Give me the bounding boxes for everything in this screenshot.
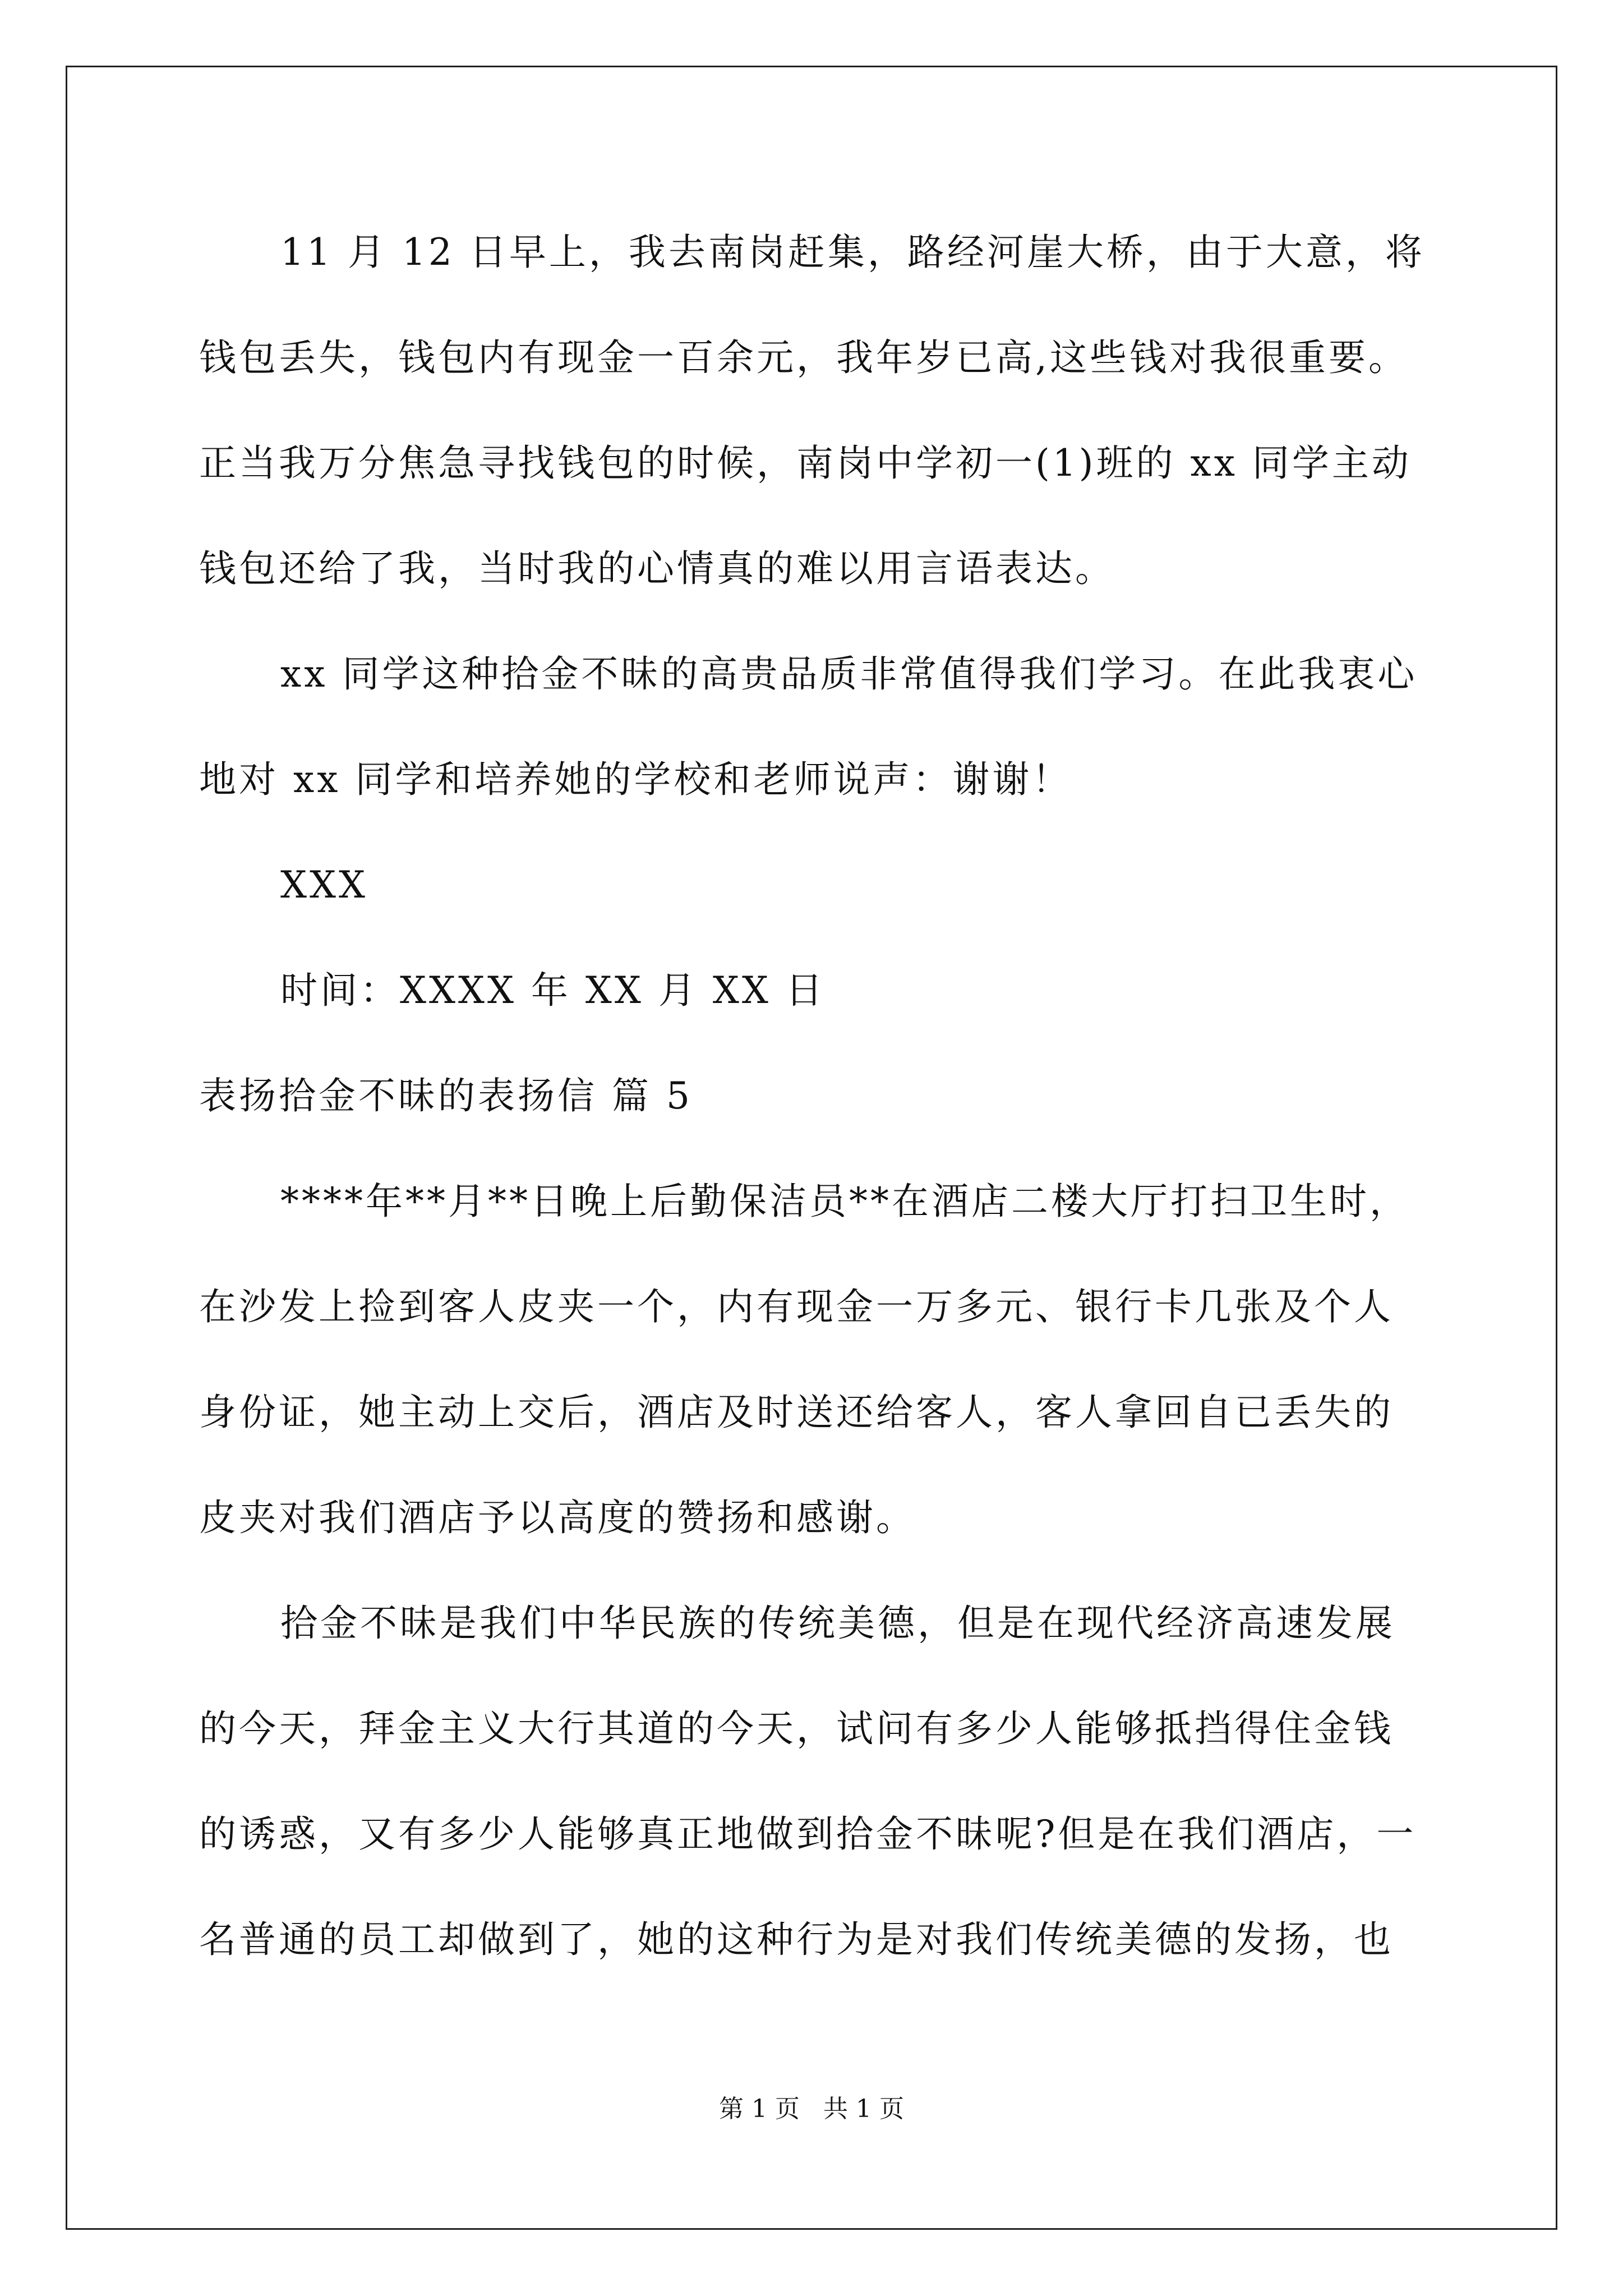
text-line: 钱包还给了我，当时我的心情真的难以用言语表达。 (199, 547, 1115, 590)
text-line: 钱包丢失，钱包内有现金一百余元，我年岁已高,这些钱对我很重要。 (199, 336, 1408, 379)
signature-name: XXX (280, 863, 368, 907)
text-line: ****年**月**日晚上后勤保洁员**在酒店二楼大厅打扫卫生时， (280, 1180, 1409, 1223)
text-line: 在沙发上捡到客人皮夹一个，内有现金一万多元、银行卡几张及个人 (199, 1285, 1394, 1328)
page-number-footer: 第 1 页 共 1 页 (719, 2095, 904, 2123)
signature-date: 时间：XXXX 年 XX 月 XX 日 (280, 969, 826, 1012)
text-line: 地对 xx 同学和培养她的学校和老师说声：谢谢！ (199, 758, 1072, 801)
text-line: 11 月 12 日早上，我去南岗赶集，路经河崖大桥，由于大意，将 (280, 231, 1425, 274)
text-line: 的诱惑，又有多少人能够真正地做到拾金不昧呢?但是在我们酒店，一 (199, 1812, 1417, 1856)
text-line: 身份证，她主动上交后，酒店及时送还给客人，客人拿回自已丢失的 (199, 1391, 1394, 1434)
document-body (199, 208, 1433, 2000)
section-heading: 表扬拾金不昧的表扬信 篇 5 (199, 1074, 693, 1117)
text-line: 拾金不昧是我们中华民族的传统美德，但是在现代经济高速发展 (280, 1602, 1395, 1645)
text-line: 皮夹对我们酒店予以高度的赞扬和感谢。 (199, 1496, 916, 1539)
text-line: xx 同学这种拾金不昧的高贵品质非常值得我们学习。在此我衷心 (280, 652, 1418, 696)
text-line: 正当我万分焦急寻找钱包的时候，南岗中学初一(1)班的 xx 同学主动 (199, 441, 1412, 485)
text-line: 的今天，拜金主义大行其道的今天，试问有多少人能够抵挡得住金钱 (199, 1707, 1394, 1750)
text-line: 名普通的员工却做到了，她的这种行为是对我们传统美德的发扬，也 (199, 1918, 1394, 1961)
